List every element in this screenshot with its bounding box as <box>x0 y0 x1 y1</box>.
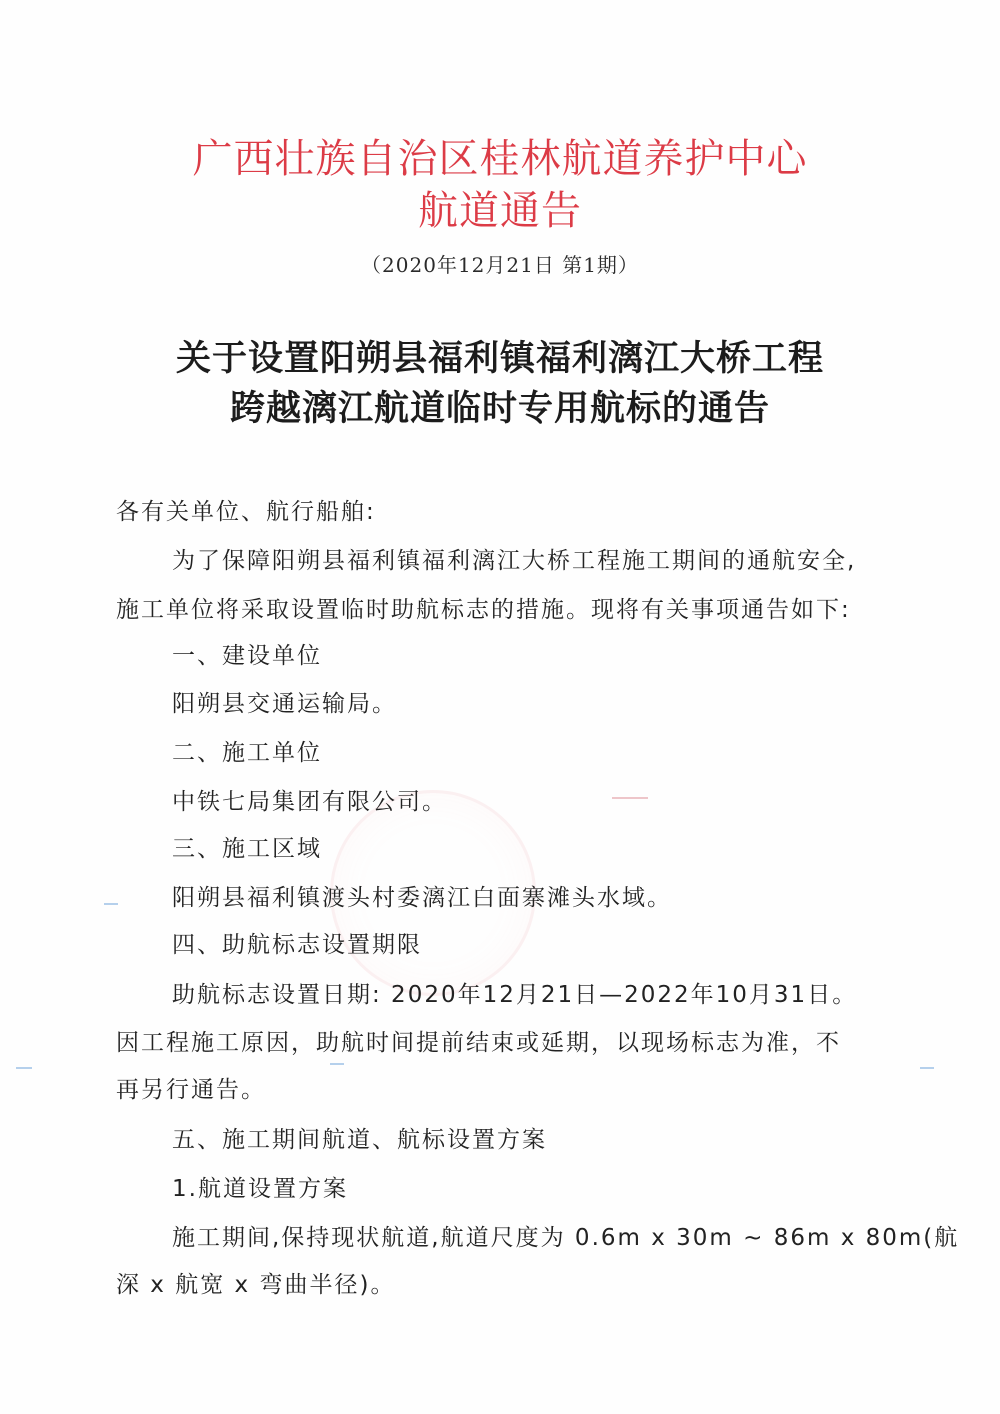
channel-plan-line-2: 深 x 航宽 x 弯曲半径)。 <box>116 1272 396 1298</box>
scan-artifact <box>16 1067 32 1069</box>
issue-date-number: （2020年12月21日 第1期） <box>361 253 639 277</box>
contractor-name: 中铁七局集团有限公司。 <box>172 789 447 815</box>
document-type: 航道通告 <box>418 188 582 234</box>
notice-title-line-1: 关于设置阳朔县福利镇福利漓江大桥工程 <box>175 338 824 379</box>
scan-artifact <box>920 1067 934 1069</box>
issuing-organization: 广西壮族自治区桂林航道养护中心 <box>192 136 808 182</box>
construction-area: 阳朔县福利镇渡头村委漓江白面寨滩头水域。 <box>172 885 672 911</box>
scan-artifact <box>612 797 648 799</box>
notice-title-line-2: 跨越漓江航道临时专用航标的通告 <box>229 388 770 429</box>
builder-name: 阳朔县交通运输局。 <box>172 691 397 717</box>
section-heading-builder: 一、建设单位 <box>172 643 322 669</box>
channel-plan-line-1: 施工期间,保持现状航道,航道尺度为 0.6m x 30m ~ 86m x 80m(航 <box>172 1225 960 1251</box>
period-note-line-1: 因工程施工原因，助航时间提前结束或延期，以现场标志为准，不 <box>116 1030 841 1056</box>
scan-artifact <box>330 1063 344 1065</box>
section-heading-contractor: 二、施工单位 <box>172 740 322 766</box>
period-dates: 助航标志设置日期: 2020年12月21日—2022年10月31日。 <box>172 982 858 1008</box>
period-note-line-2: 再另行通告。 <box>116 1077 266 1103</box>
section-heading-area: 三、施工区域 <box>172 836 322 862</box>
scan-artifact <box>104 903 118 905</box>
section-heading-period: 四、助航标志设置期限 <box>172 932 422 958</box>
subheading-channel-plan: 1.航道设置方案 <box>172 1176 348 1202</box>
salutation: 各有关单位、航行船舶: <box>116 499 376 525</box>
intro-paragraph-line-1: 为了保障阳朔县福利镇福利漓江大桥工程施工期间的通航安全, <box>172 548 857 574</box>
intro-paragraph-line-2: 施工单位将采取设置临时助航标志的措施。现将有关事项通告如下: <box>116 597 851 623</box>
section-heading-plan: 五、施工期间航道、航标设置方案 <box>172 1127 547 1153</box>
